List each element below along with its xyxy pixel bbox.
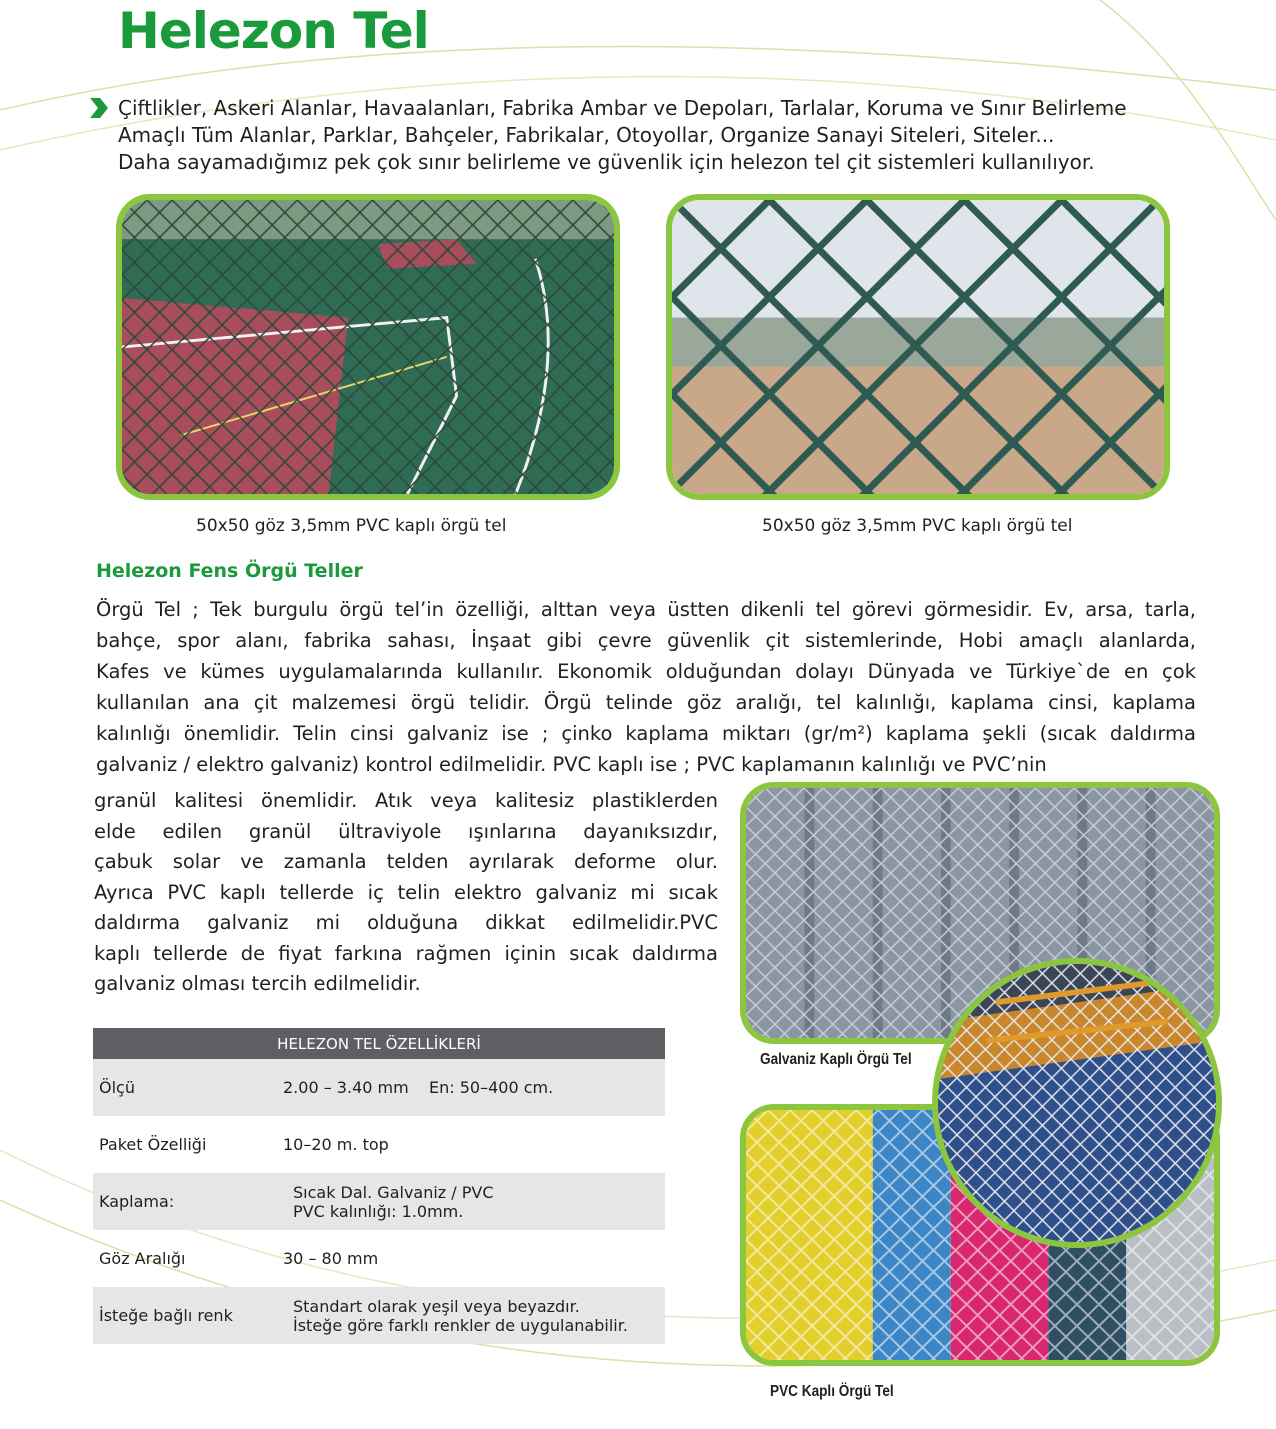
body-line: granül kalitesi önemlidir. Atık veya kalitesiz plastiklerden <box>94 789 718 812</box>
body-line: Ayrıca PVC kaplı tellerde iç telin elektro galvaniz mi sıcak <box>94 880 718 904</box>
photo-caption: 50x50 göz 3,5mm PVC kaplı örgü tel <box>196 516 507 536</box>
table-value-line: 10–20 m. top <box>283 1135 389 1154</box>
section-heading: Helezon Fens Örgü Teller <box>96 560 363 582</box>
table-row <box>93 1059 665 1116</box>
table-value-line: 30 – 80 mm <box>283 1249 379 1268</box>
table-cell-value <box>283 1230 665 1287</box>
intro-line: Amaçlı Tüm Alanlar, Parklar, Bahçeler, Fabrikalar, Otoyollar, Organize Sanayi Siteleri, Siteler... <box>118 123 1055 147</box>
body-line: bahçe, spor alanı, fabrika sahası, İnşaat gibi çevre güvenlik çit sistemlerinde, Hobi amaçlı alanlarda, <box>96 629 1196 652</box>
intro-line: Çiftlikler, Askeri Alanlar, Havaalanları, Fabrika Ambar ve Depoları, Tarlalar, Koruma ve Sınır Belirleme <box>118 96 1127 120</box>
table-cell-value <box>283 1116 665 1173</box>
chevron-right-icon <box>88 96 110 120</box>
body-line: kullanılan ana çit malzemesi örgü telidir. Örgü telinde göz aralığı, tel kalınlığı, kaplama cinsi, kaplama <box>96 691 1196 714</box>
page-title: Helezon Tel <box>118 2 429 60</box>
table-row <box>93 1287 665 1344</box>
table-row <box>93 1116 665 1173</box>
body-line: Örgü Tel ; Tek burgulu örgü tel’in özelliği, alttan veya üstten dikenli tel görevi görmesidir. Ev, arsa, tarla, <box>96 598 1196 621</box>
table-value-line: 2.00 – 3.40 mm En: 50–400 cm. <box>283 1078 554 1097</box>
intro-paragraph <box>118 95 1198 176</box>
intro-line: Daha sayamadığımız pek çok sınır belirleme ve güvenlik için helezon tel çit sistemleri kullanılıyor. <box>118 150 1095 174</box>
photo-chain-link-closeup <box>666 194 1170 500</box>
body-line: kalınlığı önemlidir. Telin cinsi galvaniz ise ; çinko kaplama miktarı (gr/m²) kaplama şekli (sıcak daldırma <box>96 722 1196 745</box>
table-cell-label: Kaplama: <box>93 1173 283 1230</box>
body-line: çabuk solar ve zamanla telden ayrılarak deforme olur. <box>94 850 718 873</box>
table-cell-value <box>283 1059 665 1116</box>
photo-sports-court-fence <box>116 194 620 500</box>
table-row <box>93 1230 665 1287</box>
table-cell-label: İsteğe bağlı renk <box>93 1287 283 1344</box>
table-cell-value <box>283 1287 665 1344</box>
table-cell-value <box>283 1173 665 1230</box>
table-cell-label: Paket Özelliği <box>99 1135 207 1154</box>
body-line: Kafes ve kümes uygulamalarında kullanılır. Ekonomik olduğundan dolayı Dünyada ve Türkiye`de en çok <box>96 660 1196 683</box>
table-cell-label: Göz Aralığı <box>99 1249 186 1268</box>
body-line: galvaniz olması tercih edilmelidir. <box>94 972 421 995</box>
body-line: elde edilen granül ültraviyole ışınlarına dayanıksızdır, <box>94 819 718 843</box>
body-line: galvaniz / elektro galvaniz) kontrol edilmelidir. PVC kaplı ise ; PVC kaplamanın kalınlığı ve PVC’nin <box>96 753 1047 776</box>
table-header: HELEZON TEL ÖZELLİKLERİ <box>93 1028 665 1059</box>
body-paragraph <box>96 594 1196 780</box>
table-cell-label: Ölçü <box>93 1059 283 1116</box>
spec-table <box>93 1028 665 1344</box>
body-line: daldırma galvaniz mi olduğuna dikkat edilmelidir.PVC <box>94 911 718 934</box>
photo-weaving-machine-inset <box>932 958 1222 1248</box>
body-line: kaplı tellerde de fiyat farkına rağmen içinin sıcak daldırma <box>94 941 718 965</box>
photo-caption: PVC Kaplı Örgü Tel <box>770 1383 894 1400</box>
table-value-line: Standart olarak yeşil veya beyazdır. <box>293 1296 580 1316</box>
table-value-line: İsteğe göre farklı renkler de uygulanabilir. <box>293 1315 628 1335</box>
photo-caption: 50x50 göz 3,5mm PVC kaplı örgü tel <box>762 516 1073 536</box>
body-paragraph-continued <box>94 786 718 1000</box>
table-value-line: Sıcak Dal. Galvaniz / PVC <box>293 1182 494 1202</box>
table-value-line: PVC kalınlığı: 1.0mm. <box>293 1201 464 1221</box>
photo-caption: Galvaniz Kaplı Örgü Tel <box>760 1051 912 1068</box>
table-row <box>93 1173 665 1230</box>
